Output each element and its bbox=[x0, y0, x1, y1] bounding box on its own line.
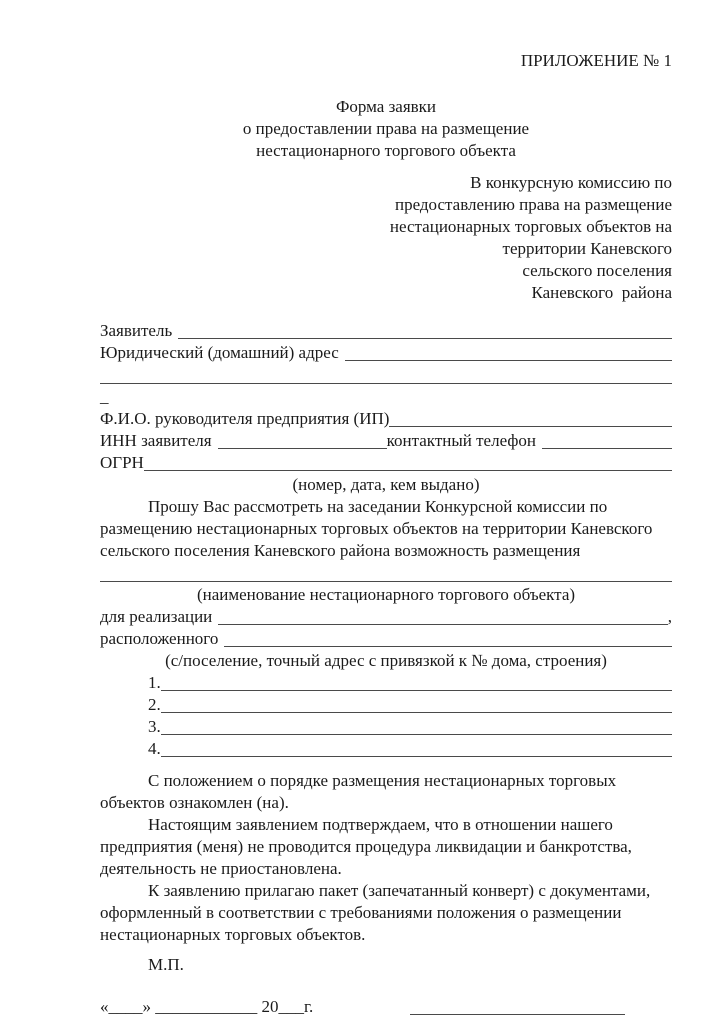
request-paragraph: Прошу Вас рассмотреть на заседании Конкурсной комиссии по размещению нестационарных торговых объектов на территории Каневского сельского поселения Каневского района возможность размещения bbox=[100, 497, 653, 560]
inn-label: ИНН заявителя bbox=[100, 431, 212, 450]
ogrn-label: ОГРН bbox=[100, 453, 144, 472]
located-label: расположенного bbox=[100, 629, 219, 648]
ogrn-blank-field bbox=[144, 452, 672, 471]
title-line-3: нестационарного торгового объекта bbox=[256, 141, 516, 160]
applicant-label: Заявитель bbox=[100, 321, 173, 340]
applicant-field-row bbox=[100, 320, 672, 342]
address-options-list bbox=[100, 672, 672, 760]
attachment-paragraph: К заявлению прилагаю пакет (запечатанный конверт) с документами, оформленный в соответствии с требованиями положения о размещении нестационарных торговых объектов. bbox=[100, 881, 651, 944]
located-field-row bbox=[100, 628, 672, 650]
realization-blank-field bbox=[218, 606, 667, 625]
legal-address-blank-field bbox=[345, 342, 672, 361]
director-field-row bbox=[100, 408, 672, 430]
object-name-line bbox=[100, 562, 672, 584]
document-title bbox=[100, 96, 672, 162]
object-name-blank-field bbox=[100, 562, 672, 582]
object-name-caption: (наименование нестационарного торгового объекта) bbox=[196, 585, 576, 604]
legal-address-label: Юридический (домашний) адрес bbox=[100, 343, 339, 362]
located-caption: (с/поселение, точный адрес с привязкой к № дома, строения) bbox=[165, 651, 607, 670]
list-item-blank-field bbox=[161, 694, 672, 713]
addressee-line: В конкурсную комиссию по bbox=[470, 173, 672, 192]
realization-field-row bbox=[100, 606, 672, 628]
ogrn-field-row bbox=[100, 452, 672, 474]
addressee-line: территории Каневского bbox=[502, 239, 672, 258]
phone-label: контактный телефон bbox=[386, 431, 536, 450]
list-item-number: 3. bbox=[148, 717, 161, 736]
legal-address-field-row bbox=[100, 342, 672, 364]
date-blank-line: «____» ____________ 20___г. bbox=[100, 997, 314, 1016]
stamp-place-label: М.П. bbox=[148, 955, 184, 974]
confirmation-paragraph: Настоящим заявлением подтверждаем, что в отношении нашего предприятия (меня) не проводится процедура ликвидации и банкротства, деятельность не приостановлена. bbox=[100, 815, 632, 878]
appendix-label: ПРИЛОЖЕНИЕ № 1 bbox=[520, 51, 672, 70]
signature-blank-field bbox=[410, 996, 625, 1015]
legal-address-blank-field-2 bbox=[100, 364, 672, 384]
phone-blank-field bbox=[542, 430, 672, 449]
list-item-blank-field bbox=[161, 672, 672, 691]
footer-spacer bbox=[313, 996, 410, 1018]
title-line-1: Форма заявки bbox=[335, 97, 437, 116]
applicant-blank-field bbox=[178, 320, 672, 339]
date-signature-row bbox=[100, 996, 672, 1018]
list-item-blank-field bbox=[161, 716, 672, 735]
addressee-block bbox=[100, 172, 672, 304]
ogrn-caption: (номер, дата, кем выдано) bbox=[292, 475, 480, 494]
director-label: Ф.И.О. руководителя предприятия (ИП) bbox=[100, 409, 390, 428]
addressee-line: нестационарных торговых объектов на bbox=[389, 217, 672, 236]
legal-address-continuation-line bbox=[100, 364, 672, 386]
realization-label: для реализации bbox=[100, 607, 213, 626]
title-line-2: о предоставлении права на размещение bbox=[242, 119, 530, 138]
addressee-line: сельского поселения bbox=[522, 261, 672, 280]
realization-comma: , bbox=[667, 607, 672, 626]
list-item-3 bbox=[100, 716, 672, 738]
acknowledged-paragraph: С положением о порядке размещения нестационарных торговых объектов ознакомлен (на). bbox=[100, 771, 617, 812]
list-item-1 bbox=[100, 672, 672, 694]
list-item-number: 2. bbox=[148, 695, 161, 714]
list-item-4 bbox=[100, 738, 672, 760]
list-item-blank-field bbox=[161, 738, 672, 757]
list-item-2 bbox=[100, 694, 672, 716]
addressee-line: предоставлению права на размещение bbox=[394, 195, 672, 214]
list-item-number: 4. bbox=[148, 739, 161, 758]
director-blank-field bbox=[389, 408, 672, 427]
list-item-number: 1. bbox=[148, 673, 161, 692]
legal-address-overflow: _ bbox=[100, 387, 109, 406]
inn-phone-field-row bbox=[100, 430, 672, 452]
located-blank-field bbox=[224, 628, 672, 647]
inn-blank-field bbox=[218, 430, 387, 449]
addressee-line: Каневского района bbox=[531, 283, 672, 302]
